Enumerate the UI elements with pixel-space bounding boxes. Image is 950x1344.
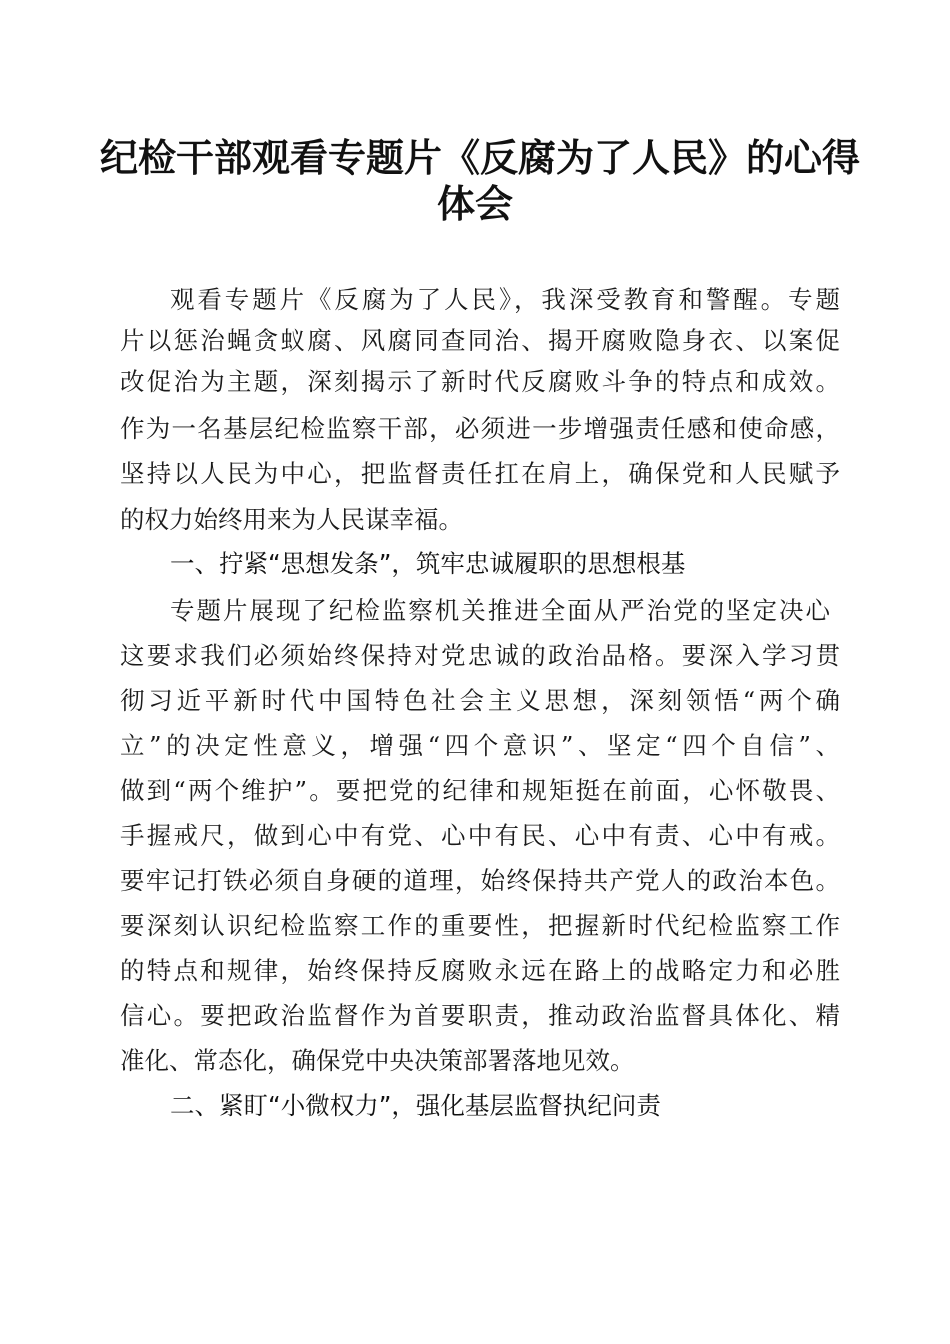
- section1-line: 做到“两个维护”。要把党的纪律和规矩挺在前面，心怀敬畏、: [120, 776, 840, 805]
- document-title-line-1: 纪检干部观看专题片《反腐为了人民》的心得: [100, 135, 861, 180]
- intro-line: 坚持以人民为中心，把监督责任扛在肩上，确保党和人民赋予: [120, 459, 840, 488]
- intro-line: 改促治为主题，深刻揭示了新时代反腐败斗争的特点和成效。: [120, 367, 840, 396]
- intro-line: 观看专题片《反腐为了人民》，我深受教育和警醒。专题: [170, 285, 840, 314]
- section1-line: 准化、常态化，确保党中央决策部署落地见效。: [120, 1046, 635, 1075]
- section1-line: 这要求我们必须始终保持对党忠诚的政治品格。要深入学习贯: [120, 641, 840, 670]
- section1-line: 信心。要把政治监督作为首要职责，推动政治监督具体化、精: [120, 1001, 840, 1030]
- section1-line: 立”的决定性意义，增强“四个意识”、坚定“四个自信”、: [120, 731, 840, 760]
- section1-line: 手握戒尺，做到心中有党、心中有民、心中有责、心中有戒。: [120, 821, 840, 850]
- section1-line: 彻习近平新时代中国特色社会主义思想，深刻领悟“两个确: [120, 686, 840, 715]
- intro-line: 作为一名基层纪检监察干部，必须进一步增强责任感和使命感，: [120, 414, 840, 443]
- section-heading-2: 二、紧盯“小微权力”，强化基层监督执纪问责: [170, 1091, 661, 1120]
- section1-line: 要牢记打铁必须自身硬的道理，始终保持共产党人的政治本色。: [120, 866, 840, 895]
- section1-line: 专题片展现了纪检监察机关推进全面从严治党的坚定决心: [170, 596, 830, 625]
- intro-line: 片以惩治蝇贪蚁腐、风腐同查同治、揭开腐败隐身衣、以案促: [120, 326, 840, 355]
- document-title-line-2: 体会: [436, 181, 513, 226]
- intro-line: 的权力始终用来为人民谋幸福。: [120, 505, 463, 534]
- section1-line: 要深刻认识纪检监察工作的重要性，把握新时代纪检监察工作: [120, 911, 840, 940]
- section-heading-1: 一、拧紧“思想发条”，筑牢忠诚履职的思想根基: [170, 549, 686, 578]
- section1-line: 的特点和规律，始终保持反腐败永远在路上的战略定力和必胜: [120, 956, 840, 985]
